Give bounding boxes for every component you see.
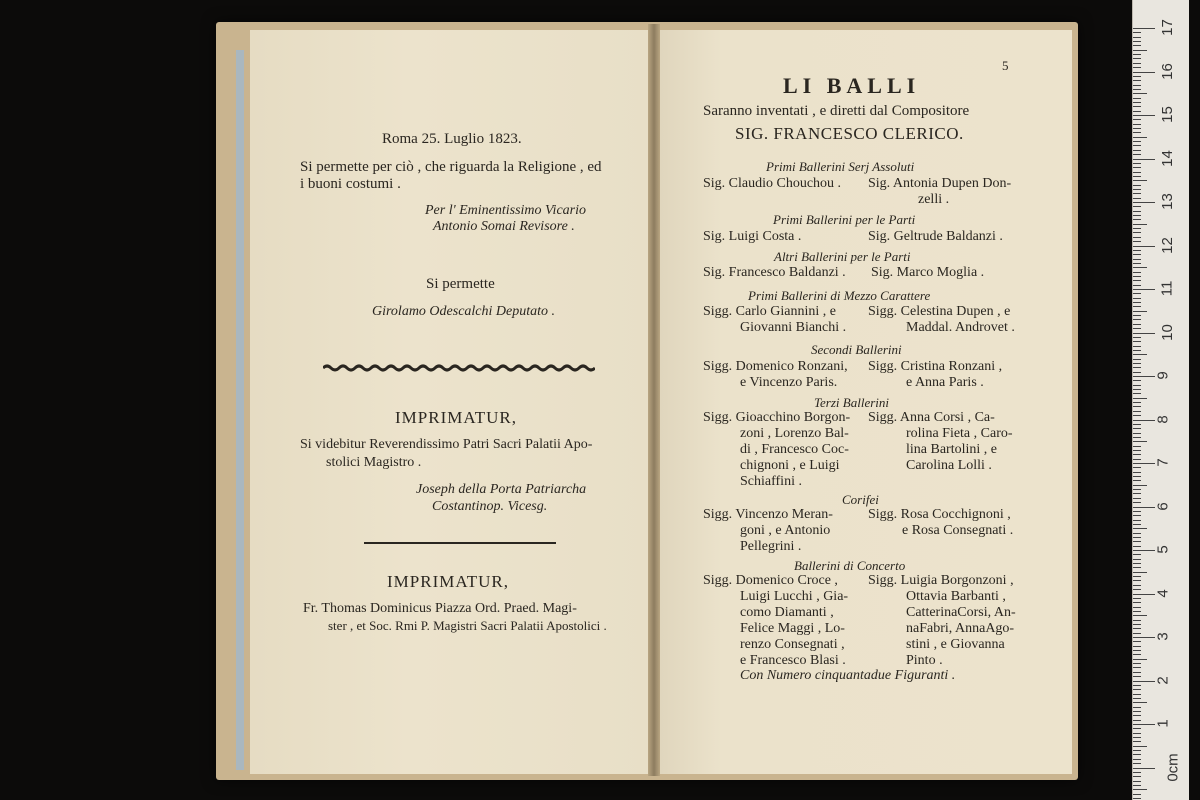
- ruler-tick: [1133, 341, 1141, 342]
- page-number: 5: [1002, 58, 1009, 73]
- ruler-tick: [1133, 311, 1147, 312]
- ruler-tick: [1133, 559, 1141, 560]
- ruler-tick: [1133, 185, 1141, 186]
- ruler-tick: [1133, 293, 1141, 294]
- ruler-tick: [1133, 93, 1147, 94]
- ruler-tick: [1133, 472, 1141, 473]
- ruler-tick: [1133, 263, 1141, 264]
- imprimatur-text-2-line-1: Fr. Thomas Dominicus Piazza Ord. Praed. Magi-: [303, 601, 577, 616]
- ruler-tick: [1133, 789, 1147, 790]
- ruler-number: 15: [1158, 106, 1176, 123]
- dancer-line: Sigg. Domenico Croce ,: [703, 573, 838, 588]
- dancer-line: Sigg. Anna Corsi , Ca-: [868, 410, 995, 425]
- ruler-tick: [1133, 359, 1141, 360]
- ruler-tick: [1133, 785, 1141, 786]
- dancer-line: lina Bartolini , e: [906, 442, 997, 457]
- ruler-tick: [1133, 654, 1141, 655]
- ruler-tick: [1133, 650, 1141, 651]
- ruler-tick: [1133, 502, 1141, 503]
- dancer-line: Pellegrini .: [740, 539, 802, 554]
- ruler-tick: [1133, 672, 1141, 673]
- measuring-ruler: [1132, 0, 1189, 800]
- ruler-tick: [1133, 333, 1155, 334]
- ruler-tick: [1133, 720, 1141, 721]
- ruler-tick: [1133, 450, 1141, 451]
- dancer-line: Felice Maggi , Lo-: [740, 621, 845, 636]
- ruler-tick: [1133, 420, 1155, 421]
- ruler-tick: [1133, 337, 1141, 338]
- ruler-tick: [1133, 276, 1141, 277]
- ruler-tick: [1133, 641, 1141, 642]
- ruler-tick: [1133, 733, 1141, 734]
- patriarch-signature-line-1: Joseph della Porta Patriarcha: [416, 482, 587, 497]
- ruler-tick: [1133, 633, 1141, 634]
- dancer-line: renzo Consegnati ,: [740, 637, 845, 652]
- ruler-tick: [1133, 528, 1147, 529]
- ruler-tick: [1133, 667, 1141, 668]
- ruler-tick: [1133, 246, 1155, 247]
- ruler-tick: [1133, 380, 1141, 381]
- ruler-tick: [1133, 376, 1155, 377]
- ruler-tick: [1133, 798, 1141, 799]
- ruler-tick: [1133, 746, 1147, 747]
- ruler-tick: [1133, 659, 1147, 660]
- ruler-tick: [1133, 424, 1141, 425]
- ruler-tick: [1133, 459, 1141, 460]
- section-heading-secondi: Secondi Ballerini: [811, 342, 902, 357]
- ruler-tick: [1133, 63, 1141, 64]
- imprimatur-text-1-line-2: stolici Magistro .: [326, 455, 422, 470]
- si-permette: Si permette: [426, 276, 495, 292]
- dancer-line: Luigi Lucchi , Gia-: [740, 589, 849, 604]
- dancer-line: Sigg. Carlo Giannini , e: [703, 304, 836, 319]
- ruler-tick: [1133, 554, 1141, 555]
- ruler-tick: [1133, 585, 1141, 586]
- ruler-tick: [1133, 715, 1141, 716]
- ruler-number: 6: [1154, 501, 1172, 511]
- ruler-tick: [1133, 702, 1147, 703]
- ruler-tick: [1133, 537, 1141, 538]
- dancer-line: di , Francesco Coc-: [740, 442, 849, 457]
- horizontal-rule: [364, 542, 556, 544]
- ruler-tick: [1133, 728, 1141, 729]
- ruler-tick: [1133, 398, 1147, 399]
- wavy-divider: [323, 364, 595, 372]
- ruler-tick: [1133, 689, 1141, 690]
- ruler-tick: [1133, 707, 1141, 708]
- ruler-number: 1: [1154, 719, 1172, 728]
- dancer-line: rolina Fieta , Caro-: [906, 426, 1013, 441]
- closing-line: Con Numero cinquantadue Figuranti .: [740, 668, 956, 683]
- imprimatur-text-2-line-2: ster , et Soc. Rmi P. Magistri Sacri Palatii Apostolici .: [328, 618, 607, 633]
- dancer-line: zelli .: [918, 192, 950, 207]
- ruler-tick: [1133, 115, 1155, 116]
- ruler-tick: [1133, 467, 1141, 468]
- ruler-tick: [1133, 628, 1141, 629]
- ruler-tick: [1133, 163, 1141, 164]
- composer: SIG. FRANCESCO CLERICO.: [735, 124, 964, 143]
- dancer-line: Sigg. Gioacchino Borgon-: [703, 410, 851, 425]
- ruler-tick: [1133, 85, 1141, 86]
- ruler-number: 9: [1154, 371, 1172, 380]
- ruler-tick: [1133, 315, 1141, 316]
- ruler-tick: [1133, 446, 1141, 447]
- ruler-tick: [1133, 72, 1155, 73]
- ruler-tick: [1133, 567, 1141, 568]
- ruler-tick: [1133, 437, 1141, 438]
- ruler-tick: [1133, 754, 1141, 755]
- ruler-tick: [1133, 137, 1147, 138]
- permit-text-line-2: i buoni costumi .: [300, 176, 401, 192]
- dancer-line: e Anna Paris .: [906, 375, 984, 390]
- ruler-tick: [1133, 145, 1141, 146]
- imprimatur-heading-1: IMPRIMATUR,: [395, 408, 517, 427]
- dancer-line: Sig. Antonia Dupen Don-: [868, 176, 1012, 191]
- ruler-tick: [1133, 89, 1141, 90]
- dancer-line: chignoni , e Luigi: [740, 458, 840, 473]
- ruler-number: 3: [1154, 632, 1172, 641]
- ruler-number: 8: [1154, 414, 1172, 424]
- dancer-line: e Rosa Consegnati .: [902, 523, 1014, 538]
- ruler-tick: [1133, 485, 1147, 486]
- ruler-tick: [1133, 267, 1147, 268]
- ruler-tick: [1133, 280, 1141, 281]
- ruler-tick: [1133, 676, 1141, 677]
- ruler-tick: [1133, 346, 1141, 347]
- patriarch-signature-line-2: Costantinop. Vicesg.: [432, 499, 548, 514]
- ruler-tick: [1133, 289, 1155, 290]
- ruler-tick: [1133, 663, 1141, 664]
- ruler-tick: [1133, 189, 1141, 190]
- ruler-tick: [1133, 193, 1141, 194]
- ruler-tick: [1133, 737, 1141, 738]
- ruler-tick: [1133, 98, 1141, 99]
- ruler-tick: [1133, 476, 1141, 477]
- ruler-tick: [1133, 624, 1141, 625]
- dancer-line: goni , e Antonio: [740, 523, 831, 538]
- ruler-tick: [1133, 580, 1141, 581]
- section-heading-altri: Altri Ballerini per le Parti: [774, 249, 911, 264]
- ruler-tick: [1133, 402, 1141, 403]
- ruler-tick: [1133, 228, 1141, 229]
- dancer-line: como Diamanti ,: [740, 605, 834, 620]
- imprimatur-text-1-line-1: Si videbitur Reverendissimo Patri Sacri Palatii Apo-: [300, 437, 593, 452]
- ruler-tick: [1133, 54, 1141, 55]
- ruler-tick: [1133, 741, 1141, 742]
- ruler-tick: [1133, 324, 1141, 325]
- ruler-tick: [1133, 172, 1141, 173]
- subtitle: Saranno inventati , e diretti dal Compositore: [703, 103, 970, 119]
- imprimatur-heading-2: IMPRIMATUR,: [387, 572, 509, 591]
- vicar-signature-line-1: Per l' Eminentissimo Vicario: [425, 203, 586, 218]
- section-heading-corifei: Corifei: [842, 492, 879, 507]
- ruler-tick: [1133, 433, 1141, 434]
- ruler-tick: [1133, 41, 1141, 42]
- ruler-tick: [1133, 76, 1141, 77]
- dancer-line: zoni , Lorenzo Bal-: [740, 426, 849, 441]
- ruler-tick: [1133, 454, 1141, 455]
- ruler-tick: [1133, 367, 1141, 368]
- ruler-tick: [1133, 598, 1141, 599]
- ruler-number: 13: [1158, 193, 1176, 210]
- ruler-tick: [1133, 507, 1155, 508]
- ruler-tick: [1133, 150, 1141, 151]
- ruler-tick: [1133, 224, 1147, 225]
- ruler-tick: [1133, 524, 1141, 525]
- ruler-tick: [1133, 607, 1141, 608]
- ruler-tick: [1133, 611, 1141, 612]
- dancer-line: stini , e Giovanna: [906, 637, 1005, 652]
- ruler-tick: [1133, 428, 1141, 429]
- dancer-line: Maddal. Androvet .: [906, 320, 1015, 335]
- dancer-line: Giovanni Bianchi .: [740, 320, 847, 335]
- ruler-number: 4: [1154, 588, 1172, 598]
- ruler-tick: [1133, 406, 1141, 407]
- ruler-tick: [1133, 302, 1141, 303]
- section-heading-terzi: Terzi Ballerini: [814, 395, 890, 410]
- ruler-tick: [1133, 698, 1141, 699]
- dancer-line: Sigg. Cristina Ronzani ,: [868, 359, 1003, 374]
- ruler-number: 12: [1158, 236, 1176, 254]
- ruler-tick: [1133, 176, 1141, 177]
- ruler-tick: [1133, 132, 1141, 133]
- ruler-tick: [1133, 159, 1155, 160]
- ruler-tick: [1133, 215, 1141, 216]
- ruler-tick: [1133, 50, 1147, 51]
- section-heading-primi-serj: Primi Ballerini Serj Assoluti: [766, 159, 915, 174]
- ruler-tick: [1133, 620, 1141, 621]
- ruler-tick: [1133, 389, 1141, 390]
- ruler-tick: [1133, 180, 1147, 181]
- ruler-tick: [1133, 646, 1141, 647]
- ruler-tick: [1133, 589, 1141, 590]
- ruler-tick: [1133, 237, 1141, 238]
- ruler-tick: [1133, 768, 1155, 769]
- ruler-tick: [1133, 58, 1141, 59]
- permit-text-line-1: Si permette per ciò , che riguarda la Religione , ed: [300, 159, 602, 175]
- ruler-tick: [1133, 550, 1155, 551]
- ruler-tick: [1133, 232, 1141, 233]
- ruler-tick: [1133, 272, 1141, 273]
- ruler-number: 17: [1158, 19, 1176, 36]
- dancer-line: e Vincenzo Paris.: [740, 375, 838, 390]
- ruler-tick: [1133, 154, 1141, 155]
- ruler-tick: [1133, 124, 1141, 125]
- ruler-number: 11: [1158, 280, 1176, 297]
- ruler-tick: [1133, 37, 1141, 38]
- ruler-number: 10: [1158, 323, 1176, 341]
- book-spine: [648, 24, 660, 776]
- ruler-tick: [1133, 306, 1141, 307]
- dancer-line: Pinto .: [906, 653, 943, 668]
- dancer-line: naFabri, AnnaAgo-: [906, 621, 1015, 636]
- title: LI BALLI: [783, 73, 921, 98]
- ruler-tick: [1133, 80, 1141, 81]
- ruler-tick: [1133, 211, 1141, 212]
- dancer-line: Sigg. Domenico Ronzani,: [703, 359, 848, 374]
- section-heading-mezzo-carattere: Primi Ballerini di Mezzo Carattere: [748, 288, 931, 303]
- ruler-number: 14: [1158, 149, 1176, 167]
- ruler-tick: [1133, 67, 1141, 68]
- ruler-tick: [1133, 411, 1141, 412]
- ruler-tick: [1133, 441, 1147, 442]
- dancer-line: CatterinaCorsi, An-: [906, 605, 1016, 620]
- ruler-tick: [1133, 254, 1141, 255]
- ruler-tick: [1133, 572, 1147, 573]
- date-line: Roma 25. Luglio 1823.: [382, 131, 522, 147]
- ruler-tick: [1133, 776, 1141, 777]
- ruler-tick: [1133, 772, 1141, 773]
- ruler-tick: [1133, 328, 1141, 329]
- ruler-tick: [1133, 141, 1141, 142]
- ruler-tick: [1133, 206, 1141, 207]
- ruler-tick: [1133, 463, 1155, 464]
- dancer-line: Sigg. Celestina Dupen , e: [868, 304, 1011, 319]
- ruler-tick: [1133, 250, 1141, 251]
- ruler-number: 2: [1154, 675, 1172, 685]
- ruler-tick: [1133, 541, 1141, 542]
- ruler-tick: [1133, 480, 1141, 481]
- ruler-tick: [1133, 363, 1141, 364]
- ruler-tick: [1133, 546, 1141, 547]
- ruler-tick: [1133, 393, 1141, 394]
- ruler-tick: [1133, 167, 1141, 168]
- ruler-tick: [1133, 198, 1141, 199]
- ruler-tick: [1133, 298, 1141, 299]
- dancer-line: Sigg. Vincenzo Meran-: [703, 507, 833, 522]
- ruler-tick: [1133, 594, 1155, 595]
- ruler-tick: [1133, 515, 1141, 516]
- ruler-tick: [1133, 794, 1141, 795]
- ruler-tick: [1133, 106, 1141, 107]
- dancer-line: e Francesco Blasi .: [740, 653, 846, 668]
- ruler-tick: [1133, 202, 1155, 203]
- ruler-tick: [1133, 763, 1141, 764]
- ruler-tick: [1133, 781, 1141, 782]
- dancer-line: Sigg. Rosa Cocchignoni ,: [868, 507, 1011, 522]
- ruler-number: 7: [1154, 458, 1172, 467]
- ruler-tick: [1133, 319, 1141, 320]
- section-heading-concerto: Ballerini di Concerto: [794, 558, 906, 573]
- ruler-tick: [1133, 45, 1141, 46]
- ruler-tick: [1133, 32, 1141, 33]
- ruler-tick: [1133, 520, 1141, 521]
- ruler-tick: [1133, 602, 1141, 603]
- dancer-line: Carolina Lolli .: [906, 458, 992, 473]
- ruler-tick: [1133, 28, 1155, 29]
- ruler-tick: [1133, 128, 1141, 129]
- ruler-tick: [1133, 241, 1141, 242]
- ruler-tick: [1133, 102, 1141, 103]
- dancer-line: Sigg. Luigia Borgonzoni ,: [868, 573, 1014, 588]
- ruler-tick: [1133, 372, 1141, 373]
- ruler-tick: [1133, 681, 1155, 682]
- section-heading-primi-parti: Primi Ballerini per le Parti: [773, 212, 916, 227]
- dancer-line: Ottavia Barbanti ,: [906, 589, 1006, 604]
- ruler-number: 5: [1154, 545, 1172, 554]
- ruler-tick: [1133, 498, 1141, 499]
- dancer-line: Schiaffini .: [740, 474, 802, 489]
- ruler-number: 16: [1158, 62, 1176, 80]
- ruler-tick: [1133, 285, 1141, 286]
- ruler-tick: [1133, 637, 1155, 638]
- ruler-tick: [1133, 489, 1141, 490]
- dancer-line: Sig. Marco Moglia .: [871, 265, 985, 280]
- ruler-tick: [1133, 511, 1141, 512]
- ruler-tick: [1133, 750, 1141, 751]
- ruler-tick: [1133, 694, 1141, 695]
- ruler-tick: [1133, 576, 1141, 577]
- ruler-tick: [1133, 533, 1141, 534]
- ruler-tick: [1133, 685, 1141, 686]
- ruler-tick: [1133, 724, 1155, 725]
- ruler-tick: [1133, 493, 1141, 494]
- ruler-tick: [1133, 119, 1141, 120]
- ruler-tick: [1133, 354, 1147, 355]
- ruler-tick: [1133, 615, 1147, 616]
- dancer-line: Sig. Geltrude Baldanzi .: [868, 229, 1003, 244]
- ruler-tick: [1133, 350, 1141, 351]
- dancer-line: Sig. Francesco Baldanzi .: [703, 265, 846, 280]
- ruler-tick: [1133, 759, 1141, 760]
- ruler-tick: [1133, 563, 1141, 564]
- dancer-line: Sig. Luigi Costa .: [703, 229, 802, 244]
- ruler-tick: [1133, 711, 1141, 712]
- vicar-signature-line-2: Antonio Somai Revisore .: [433, 219, 575, 234]
- ruler-number: 0cm: [1164, 752, 1182, 782]
- ruler-tick: [1133, 111, 1141, 112]
- ruler-tick: [1133, 415, 1141, 416]
- dancer-line: Sig. Claudio Chouchou .: [703, 176, 842, 191]
- ruler-tick: [1133, 259, 1141, 260]
- ruler-tick: [1133, 385, 1141, 386]
- deputy-signature: Girolamo Odescalchi Deputato .: [372, 304, 556, 319]
- ruler-tick: [1133, 219, 1141, 220]
